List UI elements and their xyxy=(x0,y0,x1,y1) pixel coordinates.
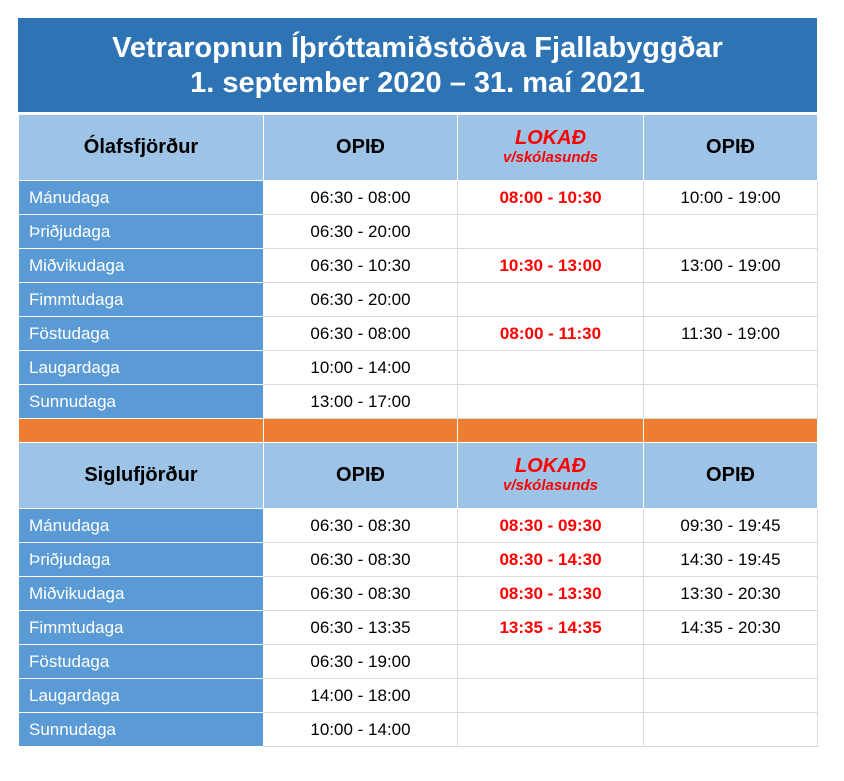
schedule-table xyxy=(18,114,818,747)
open-time-cell-2 xyxy=(644,645,818,679)
day-cell: Laugardaga xyxy=(19,679,264,713)
open-time-cell: 06:30 - 10:30 xyxy=(264,249,458,283)
table-row xyxy=(19,645,818,679)
table-row xyxy=(19,679,818,713)
closed-time-cell: 10:30 - 13:00 xyxy=(458,249,644,283)
day-cell: Laugardaga xyxy=(19,351,264,385)
day-cell: Fimmtudaga xyxy=(19,283,264,317)
closed-time-cell xyxy=(458,713,644,747)
open-time-cell-2: 14:30 - 19:45 xyxy=(644,543,818,577)
table-row xyxy=(19,181,818,215)
day-cell: Miðvikudaga xyxy=(19,249,264,283)
open-time-cell-2: 13:00 - 19:00 xyxy=(644,249,818,283)
table-row xyxy=(19,577,818,611)
open-time-cell: 14:00 - 18:00 xyxy=(264,679,458,713)
open-time-cell: 06:30 - 08:00 xyxy=(264,181,458,215)
closed-time-cell: 08:30 - 13:30 xyxy=(458,577,644,611)
open-time-cell-2 xyxy=(644,679,818,713)
open-header-2: OPIÐ xyxy=(644,115,818,181)
title-line-1: Vetraropnun Íþróttamiðstöðva Fjallabyggðar xyxy=(112,32,723,64)
day-cell: Sunnudaga xyxy=(19,713,264,747)
open-time-cell: 13:00 - 17:00 xyxy=(264,385,458,419)
open-header-2: OPIÐ xyxy=(644,443,818,509)
day-cell: Mánudaga xyxy=(19,181,264,215)
open-time-cell-2: 09:30 - 19:45 xyxy=(644,509,818,543)
title-banner xyxy=(18,18,817,114)
section-header-row xyxy=(19,443,818,509)
open-header: OPIÐ xyxy=(264,443,458,509)
open-time-cell-2: 10:00 - 19:00 xyxy=(644,181,818,215)
table-row xyxy=(19,385,818,419)
table-row xyxy=(19,611,818,645)
closed-header xyxy=(458,115,644,181)
closed-time-cell xyxy=(458,679,644,713)
table-row xyxy=(19,249,818,283)
table-row xyxy=(19,283,818,317)
day-cell: Föstudaga xyxy=(19,645,264,679)
open-time-cell-2 xyxy=(644,351,818,385)
table-row xyxy=(19,713,818,747)
closed-time-cell xyxy=(458,645,644,679)
table-row xyxy=(19,317,818,351)
closed-header xyxy=(458,443,644,509)
open-time-cell: 06:30 - 08:30 xyxy=(264,577,458,611)
open-time-cell-2 xyxy=(644,215,818,249)
open-time-cell: 06:30 - 08:30 xyxy=(264,509,458,543)
open-time-cell-2: 14:35 - 20:30 xyxy=(644,611,818,645)
open-time-cell: 06:30 - 20:00 xyxy=(264,215,458,249)
separator-cell xyxy=(644,419,818,443)
open-time-cell: 06:30 - 13:35 xyxy=(264,611,458,645)
table-row xyxy=(19,543,818,577)
closed-time-cell xyxy=(458,351,644,385)
open-time-cell-2 xyxy=(644,385,818,419)
table-row xyxy=(19,215,818,249)
table-row xyxy=(19,351,818,385)
day-cell: Sunnudaga xyxy=(19,385,264,419)
closed-label: LOKAÐ xyxy=(514,454,587,477)
closed-time-cell: 08:00 - 11:30 xyxy=(458,317,644,351)
schedule-sheet xyxy=(18,18,817,747)
day-cell: Föstudaga xyxy=(19,317,264,351)
open-time-cell-2 xyxy=(644,283,818,317)
separator-cell xyxy=(264,419,458,443)
day-cell: Þriðjudaga xyxy=(19,215,264,249)
open-time-cell: 10:00 - 14:00 xyxy=(264,713,458,747)
location-header: Ólafsfjörður xyxy=(19,115,264,181)
open-time-cell-2: 11:30 - 19:00 xyxy=(644,317,818,351)
closed-time-cell: 08:00 - 10:30 xyxy=(458,181,644,215)
section-header-row xyxy=(19,115,818,181)
day-cell: Þriðjudaga xyxy=(19,543,264,577)
closed-label: LOKAÐ xyxy=(514,126,587,149)
closed-time-cell xyxy=(458,215,644,249)
separator-cell xyxy=(458,419,644,443)
day-cell: Fimmtudaga xyxy=(19,611,264,645)
location-header: Siglufjörður xyxy=(19,443,264,509)
open-time-cell: 06:30 - 19:00 xyxy=(264,645,458,679)
closed-time-cell: 08:30 - 09:30 xyxy=(458,509,644,543)
open-time-cell: 10:00 - 14:00 xyxy=(264,351,458,385)
section-separator xyxy=(19,419,818,443)
closed-reason: v/skólasunds xyxy=(502,476,599,494)
separator-cell xyxy=(19,419,264,443)
title-line-2: 1. september 2020 – 31. maí 2021 xyxy=(190,67,645,99)
closed-time-cell: 08:30 - 14:30 xyxy=(458,543,644,577)
open-time-cell: 06:30 - 08:00 xyxy=(264,317,458,351)
closed-time-cell xyxy=(458,385,644,419)
closed-reason: v/skólasunds xyxy=(502,148,599,166)
closed-time-cell: 13:35 - 14:35 xyxy=(458,611,644,645)
schedule-body xyxy=(19,115,818,747)
open-time-cell: 06:30 - 20:00 xyxy=(264,283,458,317)
day-cell: Miðvikudaga xyxy=(19,577,264,611)
day-cell: Mánudaga xyxy=(19,509,264,543)
open-header: OPIÐ xyxy=(264,115,458,181)
table-row xyxy=(19,509,818,543)
open-time-cell-2: 13:30 - 20:30 xyxy=(644,577,818,611)
closed-time-cell xyxy=(458,283,644,317)
open-time-cell-2 xyxy=(644,713,818,747)
open-time-cell: 06:30 - 08:30 xyxy=(264,543,458,577)
